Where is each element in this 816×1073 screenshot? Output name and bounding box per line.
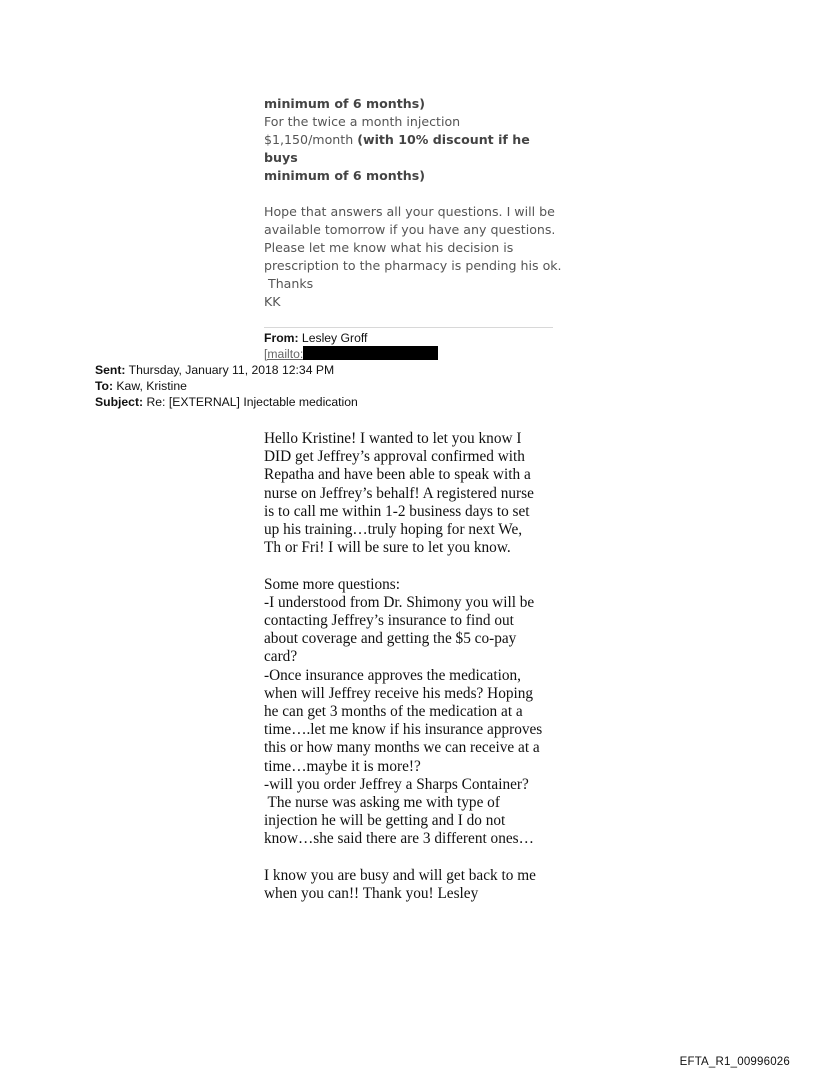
body-line: nurse on Jeffrey’s behalf! A registered nurse (264, 484, 534, 502)
quoted-line: Thanks (264, 276, 314, 291)
body-line: when you can!! Thank you! Lesley (264, 885, 479, 903)
body-line: The nurse was asking me with type of (264, 794, 500, 812)
to-label: To: (95, 379, 114, 393)
sent-value: Thursday, January 11, 2018 12:34 PM (125, 363, 335, 377)
from-value: Lesley Groff (298, 331, 368, 345)
body-line: about coverage and getting the $5 co-pay (264, 630, 517, 648)
quoted-signature: KK (264, 294, 281, 309)
quoted-line: For the twice a month injection (264, 114, 461, 129)
mailto-link[interactable]: [mailto: (264, 347, 304, 361)
body-line: injection he will be getting and I do not (264, 812, 506, 830)
mailto-line (264, 346, 438, 362)
from-label: From: (264, 331, 299, 345)
body-line: Th or Fri! I will be sure to let you know. (264, 539, 511, 557)
subject-value: Re: [EXTERNAL] Injectable medication (143, 395, 358, 409)
body-line: Some more questions: (264, 575, 400, 593)
header-divider (264, 327, 553, 328)
body-line: Hello Kristine! I wanted to let you know I (264, 430, 522, 447)
body-line: time….let me know if his insurance approves (264, 721, 543, 739)
to-value: Kaw, Kristine (113, 379, 187, 393)
body-line: -I understood from Dr. Shimony you will be (264, 593, 535, 611)
quoted-line: available tomorrow if you have any questions. (264, 222, 556, 237)
sent-line (95, 362, 334, 378)
message-body (264, 430, 564, 903)
quoted-line: Please let me know what his decision is (264, 240, 514, 255)
body-line: up his training…truly hoping for next We, (264, 521, 523, 539)
body-line: Repatha and have been able to speak with a (264, 466, 531, 484)
subject-label: Subject: (95, 395, 144, 409)
body-line: DID get Jeffrey’s approval confirmed with (264, 448, 525, 466)
to-line (95, 378, 187, 394)
redaction-box (303, 346, 438, 360)
quoted-line: $1,150/month (with 10% discount if he buys (264, 132, 530, 165)
body-line: contacting Jeffrey’s insurance to find out (264, 612, 514, 630)
quoted-line: minimum of 6 months) (264, 168, 425, 183)
body-line: time…maybe it is more!? (264, 757, 421, 775)
body-line: he can get 3 months of the medication at a (264, 703, 523, 721)
body-line: is to call me within 1-2 business days to set (264, 502, 530, 520)
quoted-line: minimum of 6 months) (264, 96, 425, 111)
body-line: this or how many months we can receive at a (264, 739, 540, 757)
document-id: EFTA_R1_00996026 (679, 1056, 790, 1068)
body-line: -will you order Jeffrey a Sharps Container? (264, 775, 529, 793)
subject-line (95, 394, 358, 410)
body-line: know…she said there are 3 different ones… (264, 830, 534, 848)
quoted-reply (264, 95, 564, 311)
from-line (264, 330, 367, 346)
sent-label: Sent: (95, 363, 126, 377)
body-line: card? (264, 648, 298, 666)
quoted-line: Hope that answers all your questions. I will be (264, 204, 555, 219)
quoted-line: prescription to the pharmacy is pending his ok. (264, 258, 562, 273)
body-line: when will Jeffrey receive his meds? Hoping (264, 684, 534, 702)
body-line: I know you are busy and will get back to me (264, 866, 536, 884)
body-line: -Once insurance approves the medication, (264, 666, 521, 684)
